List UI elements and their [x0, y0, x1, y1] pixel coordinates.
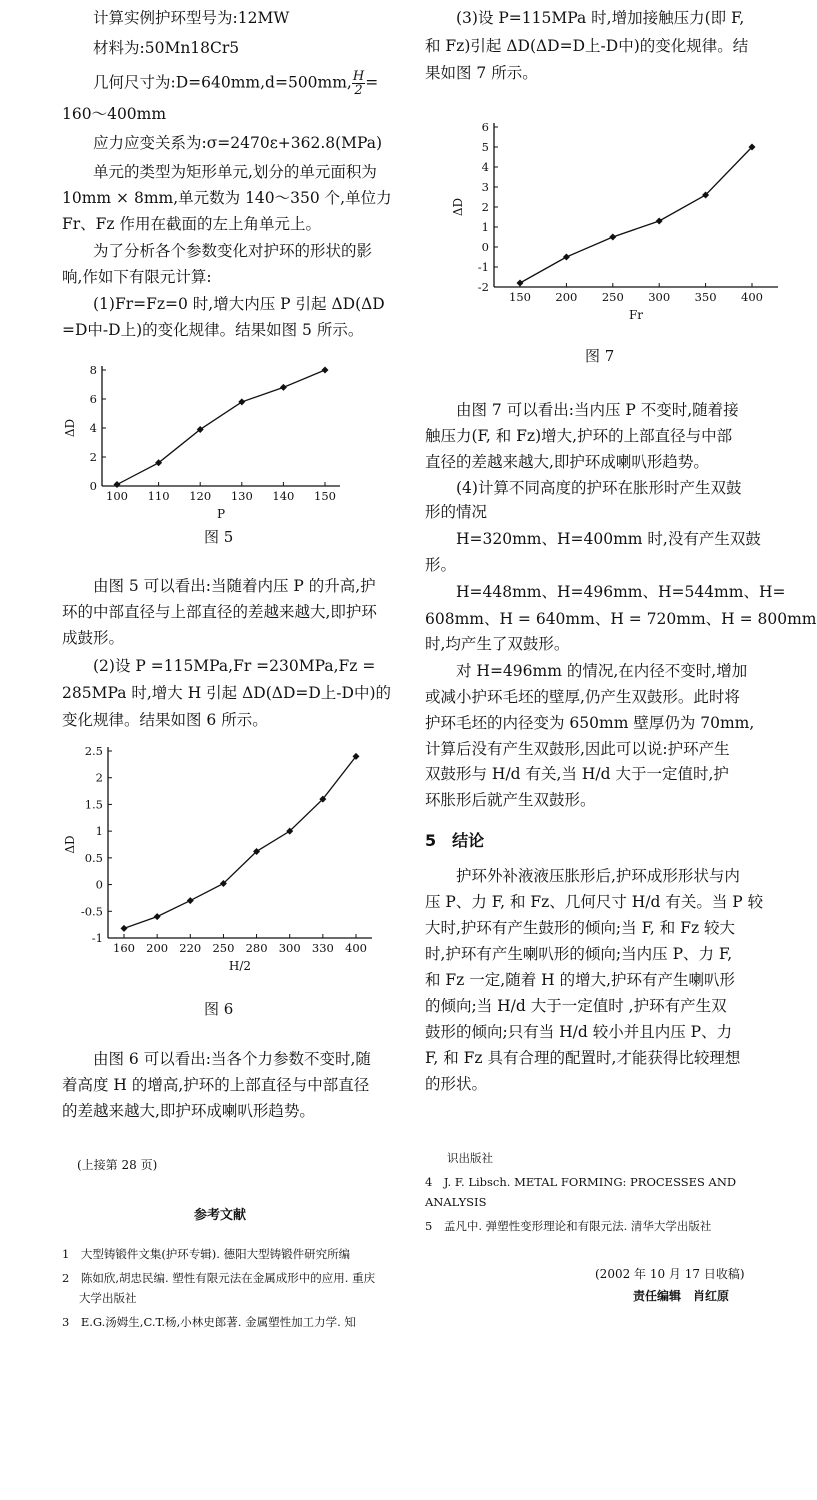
y-tick-label: -1 — [91, 931, 103, 945]
fraction-denominator: 2 — [354, 83, 363, 98]
data-point — [121, 925, 128, 932]
references-title: 参考文献 — [194, 1208, 247, 1223]
y-tick-label: 0.5 — [84, 850, 103, 865]
x-tick-label: 150 — [509, 290, 531, 304]
reference-item: 识出版社 — [447, 1151, 493, 1165]
series-line — [117, 370, 325, 485]
text-line: H=448mm、H=496mm、H=544mm、H= — [456, 583, 786, 601]
section-title-conclusion: 5 结论 — [425, 831, 485, 850]
text-line: 几何尺寸为:D=640mm,d=500mm, — [93, 73, 352, 92]
text-line: 时,均产生了双鼓形。 — [425, 635, 570, 653]
text-line: (4)计算不同高度的护环在胀形时产生双鼓 — [456, 479, 742, 497]
text-line: 环的中部直径与上部直径的差越来越大,即护环 — [62, 603, 377, 621]
y-tick-label: 0 — [95, 877, 103, 892]
x-axis-label: Fr — [628, 308, 644, 322]
text-line: 的差越来越大,即护环成喇叭形趋势。 — [62, 1102, 315, 1120]
text-line: (2)设 P =115MPa,Fr =230MPa,Fz = — [93, 657, 376, 675]
text-line: 和 Fz 一定,随着 H 的增大,护环有产生喇叭形 — [425, 971, 736, 989]
x-tick-label: 220 — [179, 941, 202, 955]
data-point — [656, 218, 663, 225]
x-tick-label: 140 — [272, 489, 295, 503]
y-tick-label: 4 — [89, 421, 97, 435]
x-tick-label: 330 — [311, 941, 334, 955]
data-point — [563, 254, 570, 261]
text-line: 材料为:50Mn18Cr5 — [93, 39, 240, 57]
editor-credit: 责任编辑 肖红原 — [633, 1289, 730, 1303]
reference-item: ANALYSIS — [425, 1195, 487, 1209]
text-line: (1)Fr=Fz=0 时,增大内压 P 引起 ΔD(ΔD — [93, 295, 385, 313]
text-line: 鼓形的倾向;只有当 H/d 较小并且内压 P、力 — [425, 1023, 733, 1041]
y-tick-label: 6 — [89, 392, 97, 406]
text-line: 双鼓形与 H/d 有关,当 H/d 大于一定值时,护 — [425, 765, 729, 783]
y-axis-label: ΔD — [63, 418, 77, 438]
text-line: 285MPa 时,增大 H 引起 ΔD(ΔD=D上-D中)的 — [62, 684, 391, 702]
fraction-numerator: H — [352, 69, 365, 84]
x-tick-label: 120 — [189, 489, 212, 503]
text-line: 压 P、力 F, 和 Fz、几何尺寸 H/d 有关。当 P 较 — [425, 893, 764, 911]
y-axis-label: ΔD — [451, 197, 465, 217]
text-line: F, 和 Fz 具有合理的配置时,才能获得比较理想 — [425, 1049, 741, 1067]
text-line: 形。 — [425, 556, 457, 574]
text-line: 直径的差越来越大,即护环成喇叭形趋势。 — [425, 453, 709, 471]
x-tick-label: 130 — [230, 489, 253, 503]
x-axis-label: H/2 — [228, 959, 252, 973]
figure-6-chart — [60, 736, 390, 976]
x-tick-label: 250 — [601, 290, 624, 304]
data-point — [517, 280, 524, 287]
text-line: 的形状。 — [425, 1075, 488, 1093]
x-tick-label: 350 — [694, 290, 717, 304]
x-tick-label: 280 — [245, 941, 268, 955]
x-tick-label: 100 — [106, 489, 128, 503]
series-line — [520, 147, 752, 283]
y-tick-label: 6 — [481, 120, 489, 134]
x-tick-label: 110 — [147, 489, 170, 503]
data-point — [280, 384, 287, 391]
text-line: 响,作如下有限元计算: — [62, 268, 212, 286]
y-tick-label: 1 — [95, 824, 103, 839]
x-tick-label: 300 — [648, 290, 671, 304]
text-line: 608mm、H = 640mm、H = 720mm、H = 800mm — [425, 610, 817, 628]
text-line: 护环外补液液压胀形后,护环成形形状与内 — [456, 867, 740, 885]
y-tick-label: -2 — [477, 280, 489, 294]
y-tick-label: 8 — [89, 363, 97, 377]
figure-5-chart — [60, 355, 360, 521]
y-tick-label: 2.5 — [84, 744, 103, 758]
x-tick-label: 200 — [555, 290, 578, 304]
text-line — [93, 70, 378, 97]
text-line: 的倾向;当 H/d 大于一定值时 ,护环有产生双 — [425, 997, 727, 1015]
data-point — [187, 897, 194, 904]
text-line: 护环毛坯的内径变为 650mm 壁厚仍为 70mm, — [425, 714, 755, 732]
y-tick-label: 4 — [481, 160, 489, 174]
text-line: =D中-D上)的变化规律。结果如图 5 所示。 — [62, 321, 364, 339]
x-tick-label: 200 — [146, 941, 169, 955]
x-tick-label: 400 — [741, 290, 763, 304]
text-line: 应力应变关系为:σ=2470ε+362.8(MPa) — [93, 134, 383, 152]
text-line: 和 Fz)引起 ΔD(ΔD=D上-D中)的变化规律。结 — [425, 37, 749, 55]
y-axis-label: ΔD — [63, 835, 77, 854]
equals-sign: = — [365, 73, 379, 92]
text-line: 触压力(F, 和 Fz)增大,护环的上部直径与中部 — [425, 427, 733, 445]
y-tick-label: -1 — [477, 260, 489, 274]
reference-item: 1 大型铸锻件文集(护环专辑). 德阳大型铸锻件研究所编 — [62, 1247, 351, 1261]
y-tick-label: 1 — [481, 220, 489, 234]
data-point — [322, 367, 329, 374]
text-line: 果如图 7 所示。 — [425, 64, 538, 82]
text-line: 大时,护环有产生鼓形的倾向;当 F, 和 Fz 较大 — [425, 919, 736, 937]
text-line: 10mm × 8mm,单元数为 140～350 个,单位力 — [62, 189, 392, 207]
figure-6-caption: 图 6 — [204, 1000, 234, 1018]
series-line — [124, 756, 356, 928]
figure-7-chart — [450, 112, 790, 337]
y-tick-label: 1.5 — [84, 797, 103, 812]
reference-item: 3 E.G.汤姆生,C.T.杨,小林史郎著. 金属塑性加工力学. 知 — [62, 1315, 356, 1329]
fraction — [352, 70, 365, 97]
text-line: 着高度 H 的增高,护环的上部直径与中部直径 — [62, 1076, 370, 1094]
x-tick-label: 300 — [278, 941, 301, 955]
y-tick-label: 3 — [481, 180, 489, 194]
x-axis-label: P — [216, 507, 226, 521]
x-tick-label: 400 — [345, 941, 367, 955]
y-tick-label: 5 — [481, 140, 489, 154]
figure-7-caption: 图 7 — [585, 347, 615, 365]
received-date: (2002 年 10 月 17 日收稿) — [595, 1267, 745, 1281]
text-line: 对 H=496mm 的情况,在内径不变时,增加 — [456, 662, 748, 680]
text-line: 变化规律。结果如图 6 所示。 — [62, 711, 268, 729]
data-point — [238, 398, 245, 405]
text-line: 或减小护环毛坯的壁厚,仍产生双鼓形。此时将 — [425, 688, 740, 706]
text-line: 形的情况 — [425, 503, 488, 521]
text-line: 成鼓形。 — [62, 629, 125, 647]
text-line: 为了分析各个参数变化对护环的形状的影 — [93, 242, 373, 260]
text-line: Fr、Fz 作用在截面的左上角单元上。 — [62, 215, 322, 233]
x-tick-label: 250 — [212, 941, 235, 955]
reference-item: 5 孟凡中. 弹塑性变形理论和有限元法. 清华大学出版社 — [425, 1219, 712, 1233]
continued-note: (上接第 28 页) — [77, 1158, 158, 1172]
y-tick-label: 0 — [481, 240, 489, 254]
text-line: 计算实例护环型号为:12MW — [93, 9, 290, 27]
text-line: 计算后没有产生双鼓形,因此可以说:护环产生 — [425, 740, 730, 758]
data-point — [609, 234, 616, 241]
y-tick-label: 0 — [89, 479, 97, 493]
reference-item: 2 陈如欣,胡忠民编. 塑性有限元法在金属成形中的应用. 重庆 — [62, 1271, 376, 1285]
reference-item: 大学出版社 — [79, 1291, 137, 1305]
text-line: 由图 5 可以看出:当随着内压 P 的升高,护 — [93, 577, 376, 595]
text-line: H=320mm、H=400mm 时,没有产生双鼓 — [456, 530, 761, 548]
y-tick-label: 2 — [481, 200, 489, 214]
figure-5-caption: 图 5 — [204, 528, 234, 546]
y-tick-label: -0.5 — [80, 904, 103, 919]
text-line: 由图 6 可以看出:当各个力参数不变时,随 — [93, 1050, 371, 1068]
data-point — [154, 913, 161, 920]
text-line: 时,护环有产生喇叭形的倾向;当内压 P、力 F, — [425, 945, 733, 963]
x-tick-label: 150 — [314, 489, 336, 503]
text-line: (3)设 P=115MPa 时,增加接触压力(即 F, — [456, 9, 745, 27]
reference-item: 4 J. F. Libsch. METAL FORMING: PROCESSES AND — [425, 1175, 737, 1189]
y-tick-label: 2 — [89, 450, 97, 464]
text-line: 由图 7 可以看出:当内压 P 不变时,随着接 — [456, 401, 739, 419]
text-line: 160～400mm — [62, 105, 167, 123]
data-point — [114, 481, 121, 488]
text-line: 环胀形后就产生双鼓形。 — [425, 791, 596, 809]
y-tick-label: 2 — [95, 770, 103, 785]
text-line: 单元的类型为矩形单元,划分的单元面积为 — [93, 163, 377, 181]
x-tick-label: 160 — [113, 941, 135, 955]
